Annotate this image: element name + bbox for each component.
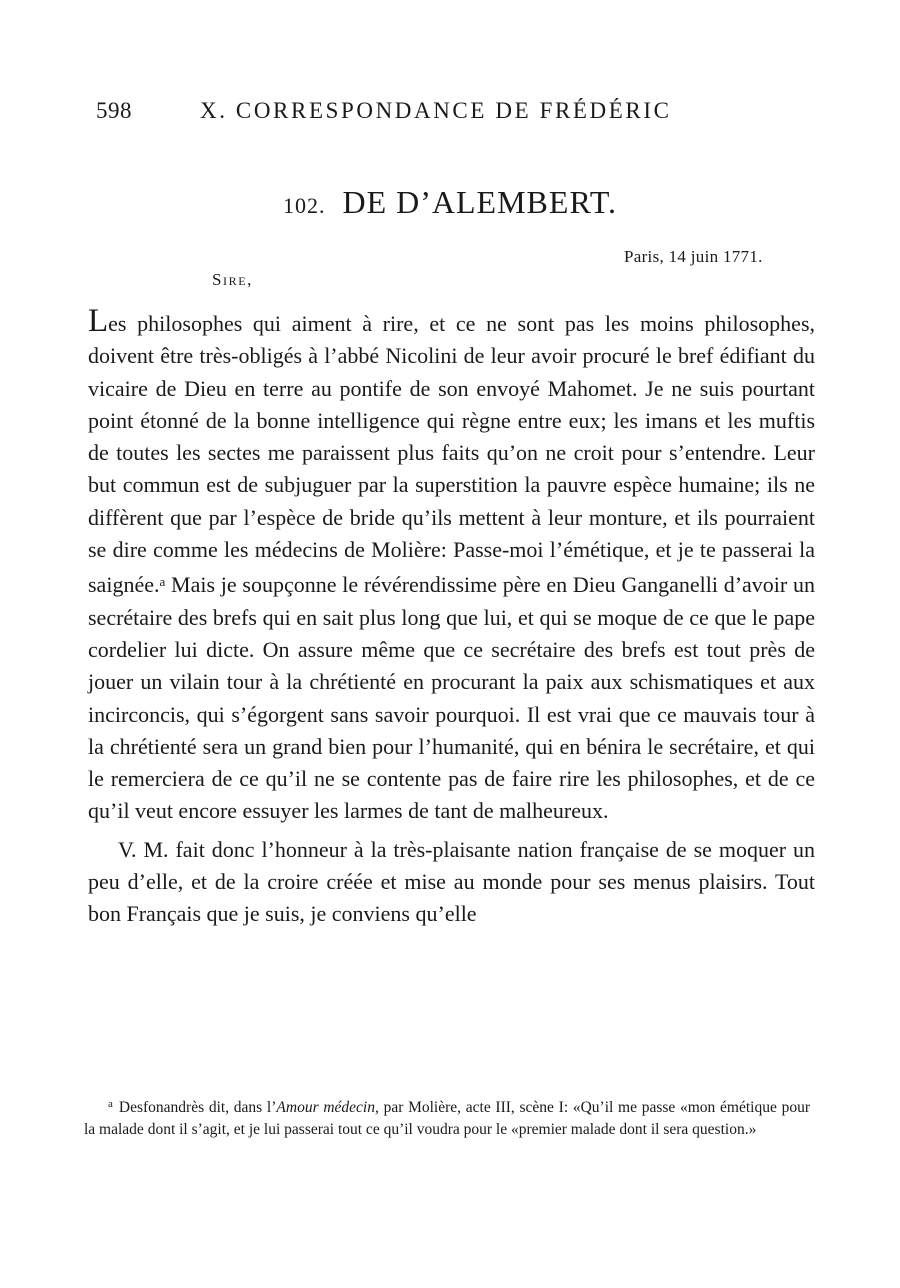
footnote-text-b: par Molière, acte III, scène I: «Qu’il me passe «mon émétique pour la malade dont il s’agit, et je lui passerai tout ce qu’il voudra pour le «premier malade dont il sera question.» [84,1099,810,1138]
footnote-work-title: Amour médecin, [276,1099,379,1116]
section-title: X. CORRESPONDANCE DE FRÉDÉRIC [200,98,672,123]
page-number: 598 [96,98,132,123]
paragraph-1-text-b: Mais je soupçonne le révérendissime père en Dieu Ganganelli d’avoir un secrétaire des brefs qui en sait plus long que lui, et qui se moque de ce que le pape cordelier lui dicte. On assure même que ce secrétaire des brefs est tout près de jouer un vilain tour à la chrétienté en procurant la paix aux schismatiques et aux incirconcis, qui s’égorgent sans savoir pourquoi. Il est vrai que ce mauvais tour à la chrétienté sera un grand bien pour l’humanité, qui en bénira le secrétaire, et qui le remerciera de ce qu’il ne se contente pas de faire rire les philosophes, et de ce qu’il veut encore essuyer les larmes de tant de malheureux. [88,572,815,824]
footnote [84,1094,810,1140]
letter-body [88,303,815,931]
letter-dateline: Paris, 14 juin 1771. [624,247,763,266]
running-head [96,98,736,130]
letter-salutation: Sire, [212,270,254,289]
initial-letter: L [88,303,109,339]
footnote-marker: a [159,574,166,590]
paragraph-2: V. M. fait donc l’honneur à la très-plaisante nation française de se moquer un peu d’elle, et de la croire créée et mise au monde pour ses menus plaisirs. Tout bon Français que je suis, je conviens qu’elle [88,836,815,927]
paragraph-1-text-a: es philosophes qui aiment à rire, et ce ne sont pas les moins philosophes, doivent être très-obligés à l’abbé Nicolini de leur avoir procuré le bref édifiant du vicaire de Dieu en terre au pontife de son envoyé Mahomet. Je ne suis pourtant point étonné de la bonne intelligence qui règne entre eux; les imans et les muftis de toutes les sectes me paraissent plus faits qu’on ne croit pour s’entendre. Leur but commun est de subjuguer par la superstition la pauvre espèce humaine; ils ne diffèrent que par l’espèce de bride qu’ils mettent à leur monture, et ils pourraient se dire comme les médecins de Molière: Passe-moi l’émétique, et je te passerai la saignée. [88,311,815,598]
footnote-text-a: Desfonandrès dit, dans l’ [118,1099,277,1116]
paragraph-1 [88,303,815,828]
footnote-label: a [108,1098,113,1110]
letter-number: 102. [282,193,326,218]
letter-heading [0,184,900,221]
letter-title: DE D’ALEMBERT. [342,184,618,220]
